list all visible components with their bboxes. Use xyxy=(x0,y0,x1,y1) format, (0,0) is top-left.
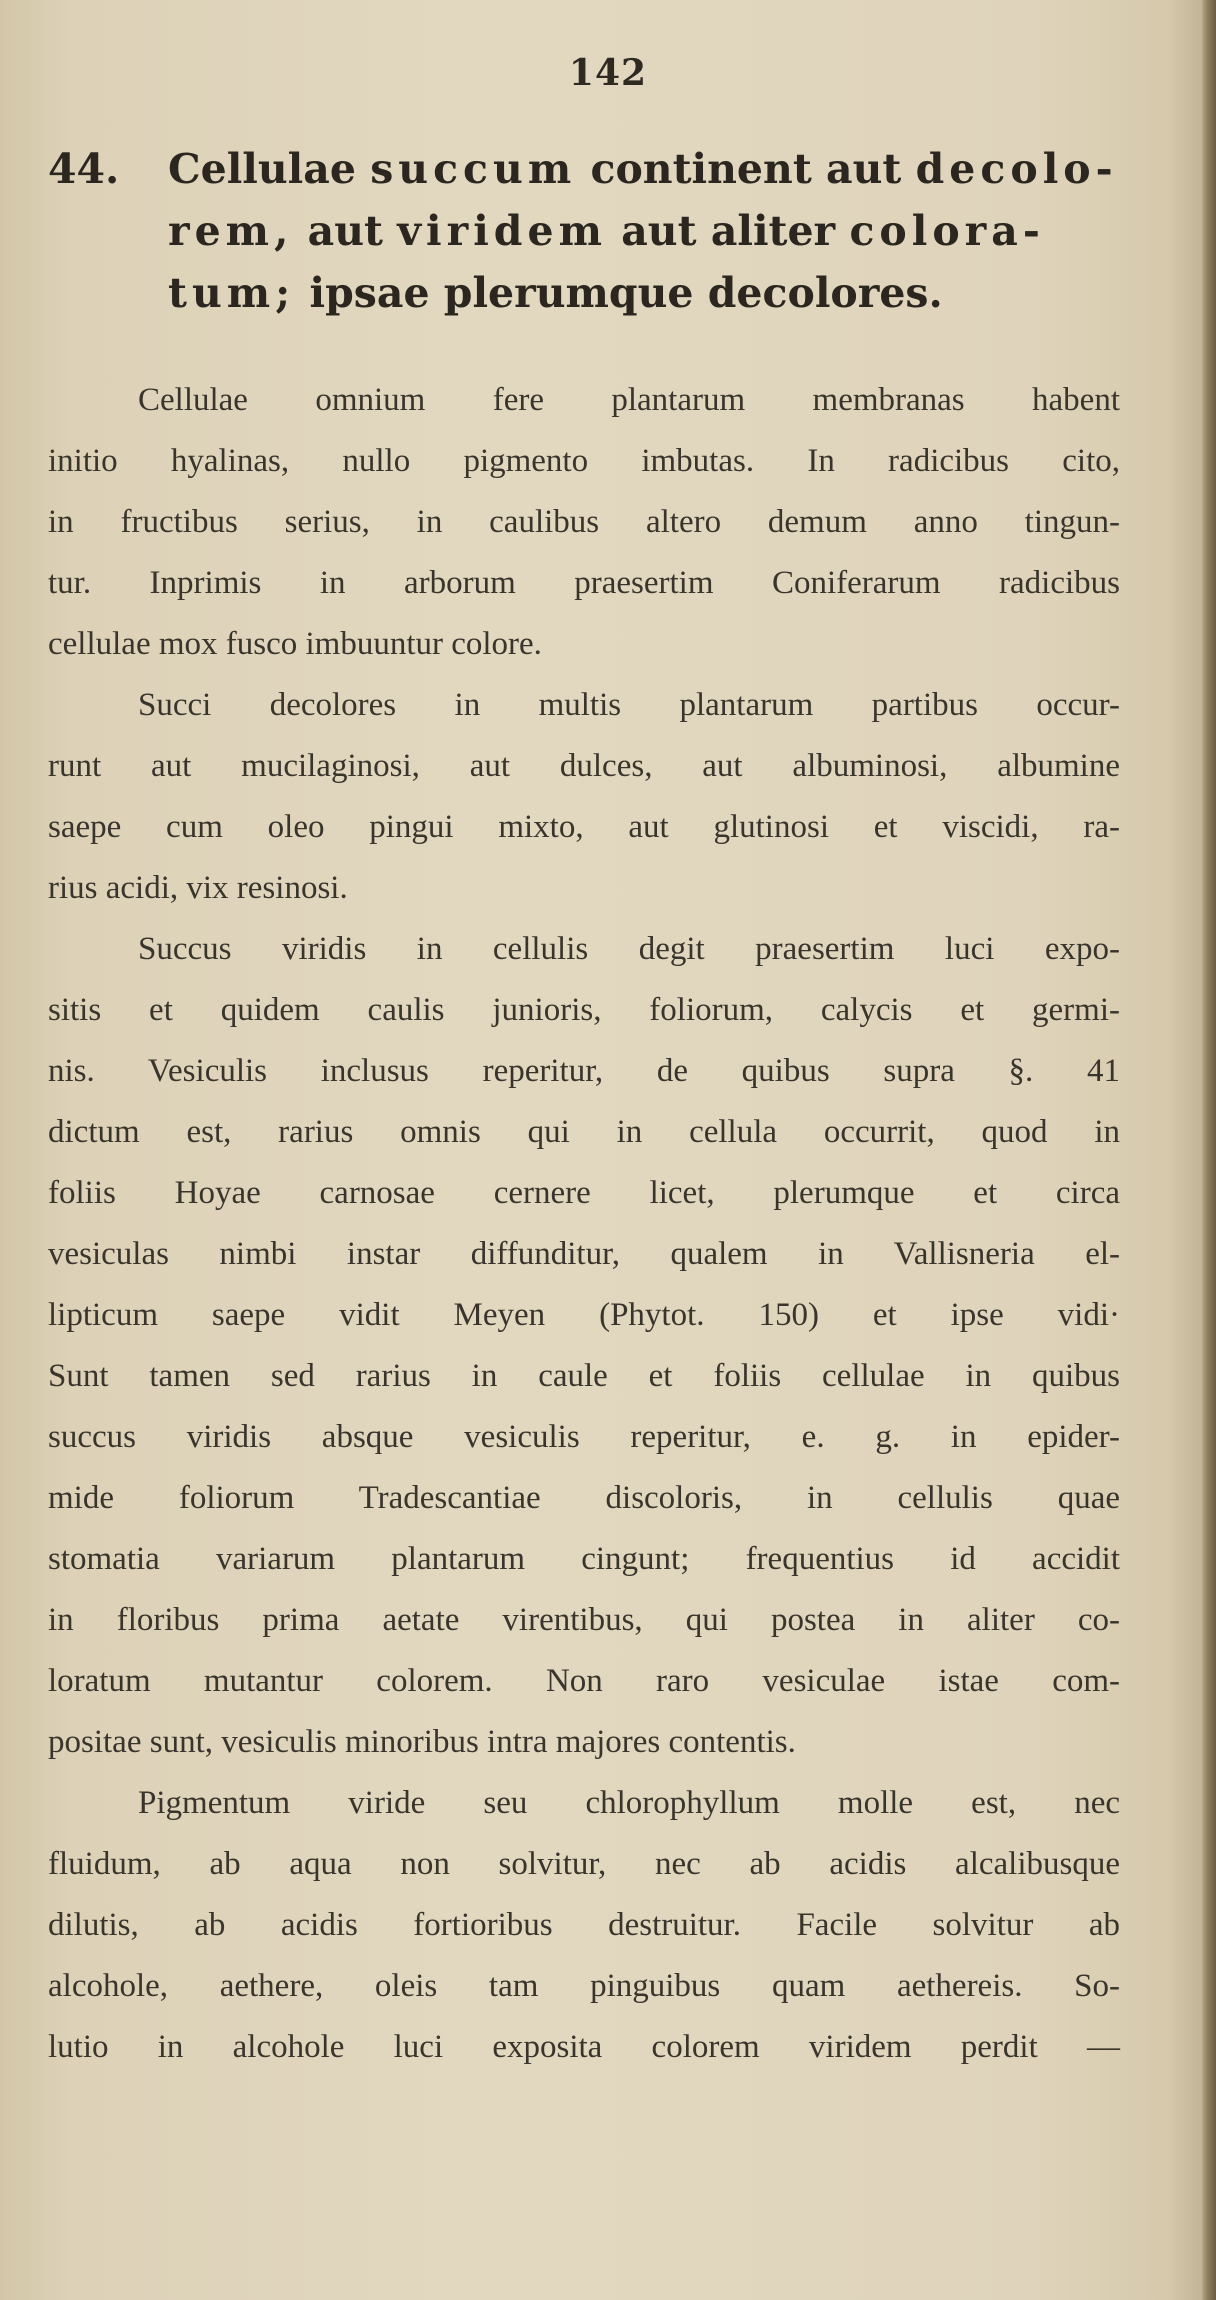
text-line: alcohole, aethere, oleis tam pinguibus quam aethereis. So- xyxy=(48,1968,1120,2004)
section-number: 44. xyxy=(48,145,120,193)
text-line: sitis et quidem caulis junioris, foliorum, calycis et germi- xyxy=(48,992,1120,1028)
page-number: 142 xyxy=(568,52,648,94)
text-line: stomatia variarum plantarum cingunt; frequentius id accidit xyxy=(48,1541,1120,1577)
heading-word: ipsae plerumque decolores. xyxy=(309,269,943,317)
text-line: nis. Vesiculis inclusus reperitur, de quibus supra §. 41 xyxy=(48,1053,1120,1089)
text-line: fluidum, ab aqua non solvitur, nec ab acidis alcalibusque xyxy=(48,1846,1120,1882)
text-line: Succi decolores in multis plantarum partibus occur- xyxy=(138,687,1120,723)
text-line: initio hyalinas, nullo pigmento imbutas. In radicibus cito, xyxy=(48,443,1120,479)
text-line: Succus viridis in cellulis degit praesertim luci expo- xyxy=(138,931,1120,967)
heading-line-3 xyxy=(48,262,1128,324)
heading-spaced-word: colora- xyxy=(849,207,1045,255)
text-line: cellulae mox fusco imbuuntur colore. xyxy=(48,626,542,662)
text-line: in fructibus serius, in caulibus altero demum anno tingun- xyxy=(48,504,1120,540)
text-line: foliis Hoyae carnosae cernere licet, plerumque et circa xyxy=(48,1175,1120,1211)
text-line: lutio in alcohole luci exposita colorem viridem perdit — xyxy=(48,2029,1120,2065)
text-line: mide foliorum Tradescantiae discoloris, in cellulis quae xyxy=(48,1480,1120,1516)
text-line: succus viridis absque vesiculis reperitur, e. g. in epider- xyxy=(48,1419,1120,1455)
text-line: saepe cum oleo pingui mixto, aut glutinosi et viscidi, ra- xyxy=(48,809,1120,845)
text-line: runt aut mucilaginosi, aut dulces, aut albuminosi, albumine xyxy=(48,748,1120,784)
text-line: vesiculas nimbi instar diffunditur, qualem in Vallisneria el- xyxy=(48,1236,1120,1272)
body-text xyxy=(48,370,1120,2078)
text-line: dictum est, rarius omnis qui in cellula occurrit, quod in xyxy=(48,1114,1120,1150)
text-line: rius acidi, vix resinosi. xyxy=(48,870,348,906)
paragraph-4 xyxy=(48,1773,1120,2078)
heading-word: Cellulae xyxy=(168,145,356,193)
heading-word: aut xyxy=(307,207,383,255)
text-line: positae sunt, vesiculis minoribus intra majores contentis. xyxy=(48,1724,796,1760)
section-heading xyxy=(48,138,1128,324)
heading-word: continent aut xyxy=(590,145,902,193)
heading-line-1 xyxy=(48,138,1128,200)
paragraph-2 xyxy=(48,675,1120,919)
page-binding-edge xyxy=(1202,0,1216,2300)
heading-spaced-word: rem, xyxy=(168,207,294,255)
text-line: Pigmentum viride seu chlorophyllum molle est, nec xyxy=(138,1785,1120,1821)
paragraph-1 xyxy=(48,370,1120,675)
heading-spaced-word: succum xyxy=(370,145,577,193)
heading-word: aut aliter xyxy=(621,207,836,255)
text-line: Cellulae omnium fere plantarum membranas habent xyxy=(138,382,1120,418)
heading-line-2 xyxy=(48,200,1128,262)
text-line: loratum mutantur colorem. Non raro vesiculae istae com- xyxy=(48,1663,1120,1699)
heading-spaced-word: tum; xyxy=(168,269,296,317)
paragraph-3 xyxy=(48,919,1120,1773)
text-line: in floribus prima aetate virentibus, qui postea in aliter co- xyxy=(48,1602,1120,1638)
text-line: tur. Inprimis in arborum praesertim Coniferarum radicibus xyxy=(48,565,1120,601)
heading-spaced-word: decolo- xyxy=(915,145,1118,193)
text-line: Sunt tamen sed rarius in caule et foliis cellulae in quibus xyxy=(48,1358,1120,1394)
heading-spaced-word: viridem xyxy=(397,207,607,255)
text-line: lipticum saepe vidit Meyen (Phytot. 150) et ipse vidi· xyxy=(48,1297,1120,1333)
text-line: dilutis, ab acidis fortioribus destruitur. Facile solvitur ab xyxy=(48,1907,1120,1943)
